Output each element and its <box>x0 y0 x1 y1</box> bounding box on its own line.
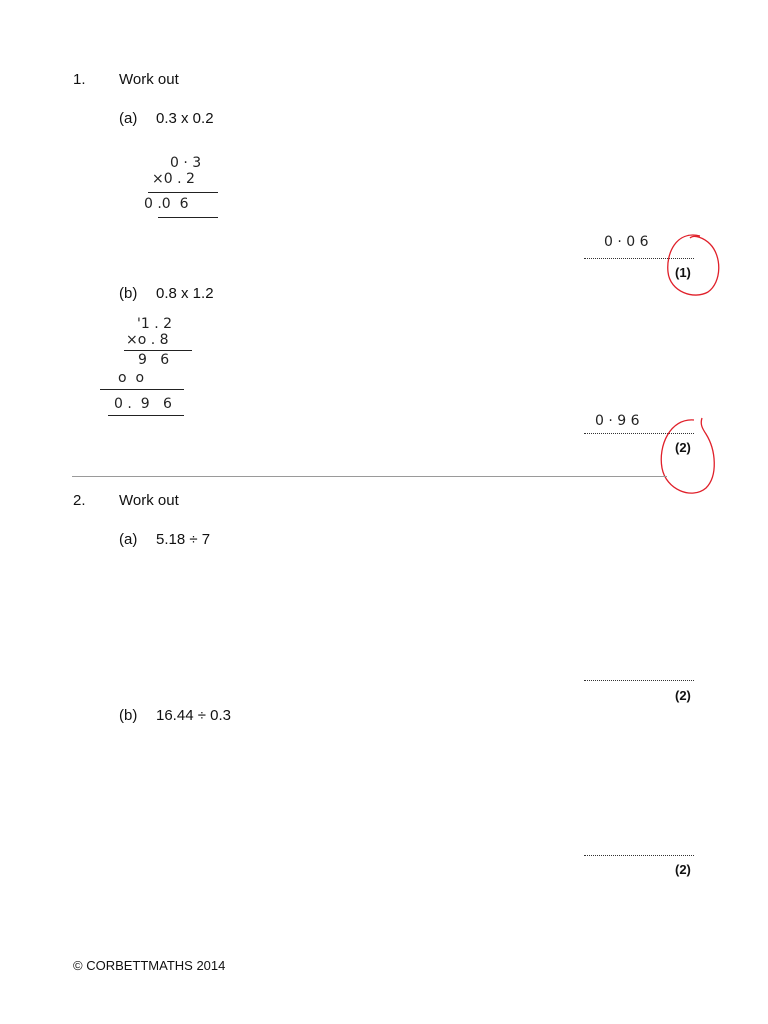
part-expression: 16.44 ÷ 0.3 <box>156 707 231 724</box>
answer-line <box>584 680 694 681</box>
red-circle-annotation <box>664 232 722 300</box>
marks-label: (2) <box>675 440 691 455</box>
working-underline <box>100 389 184 390</box>
marks-label: (1) <box>675 265 691 280</box>
part-label: (b) <box>119 285 138 302</box>
answer-line <box>584 855 694 856</box>
question-number: 2. <box>73 492 86 509</box>
red-circle-annotation <box>656 416 718 500</box>
marks-label: (2) <box>675 688 691 703</box>
working-line: ×o . 8 <box>126 332 169 348</box>
part-expression: 0.8 x 1.2 <box>156 285 214 302</box>
part-expression: 0.3 x 0.2 <box>156 110 214 127</box>
working-underline <box>158 217 218 218</box>
working-line: 0 .0 6 <box>144 196 189 212</box>
working-line: 0 . 9 6 <box>114 396 172 412</box>
handwritten-answer: 0 · 9 6 <box>595 413 640 429</box>
marks-label: (2) <box>675 862 691 877</box>
question-number: 1. <box>73 71 86 88</box>
working-line: ×0 . 2 <box>152 171 195 187</box>
part-expression: 5.18 ÷ 7 <box>156 531 211 548</box>
working-line: 0 · 3 <box>170 155 202 171</box>
working-underline <box>124 350 192 351</box>
question-instruction: Work out <box>119 492 179 509</box>
working-line: '1 . 2 <box>137 316 173 332</box>
part-label: (b) <box>119 707 138 724</box>
part-label: (a) <box>119 531 138 548</box>
handwritten-answer: 0 · 0 6 <box>604 234 649 250</box>
question-instruction: Work out <box>119 71 179 88</box>
working-underline <box>108 415 184 416</box>
working-line: o o <box>118 370 145 386</box>
part-label: (a) <box>119 110 138 127</box>
section-divider <box>72 476 667 477</box>
working-underline <box>148 192 218 193</box>
footer-copyright: © CORBETTMATHS 2014 <box>73 958 226 973</box>
working-line: 9 6 <box>138 352 170 368</box>
